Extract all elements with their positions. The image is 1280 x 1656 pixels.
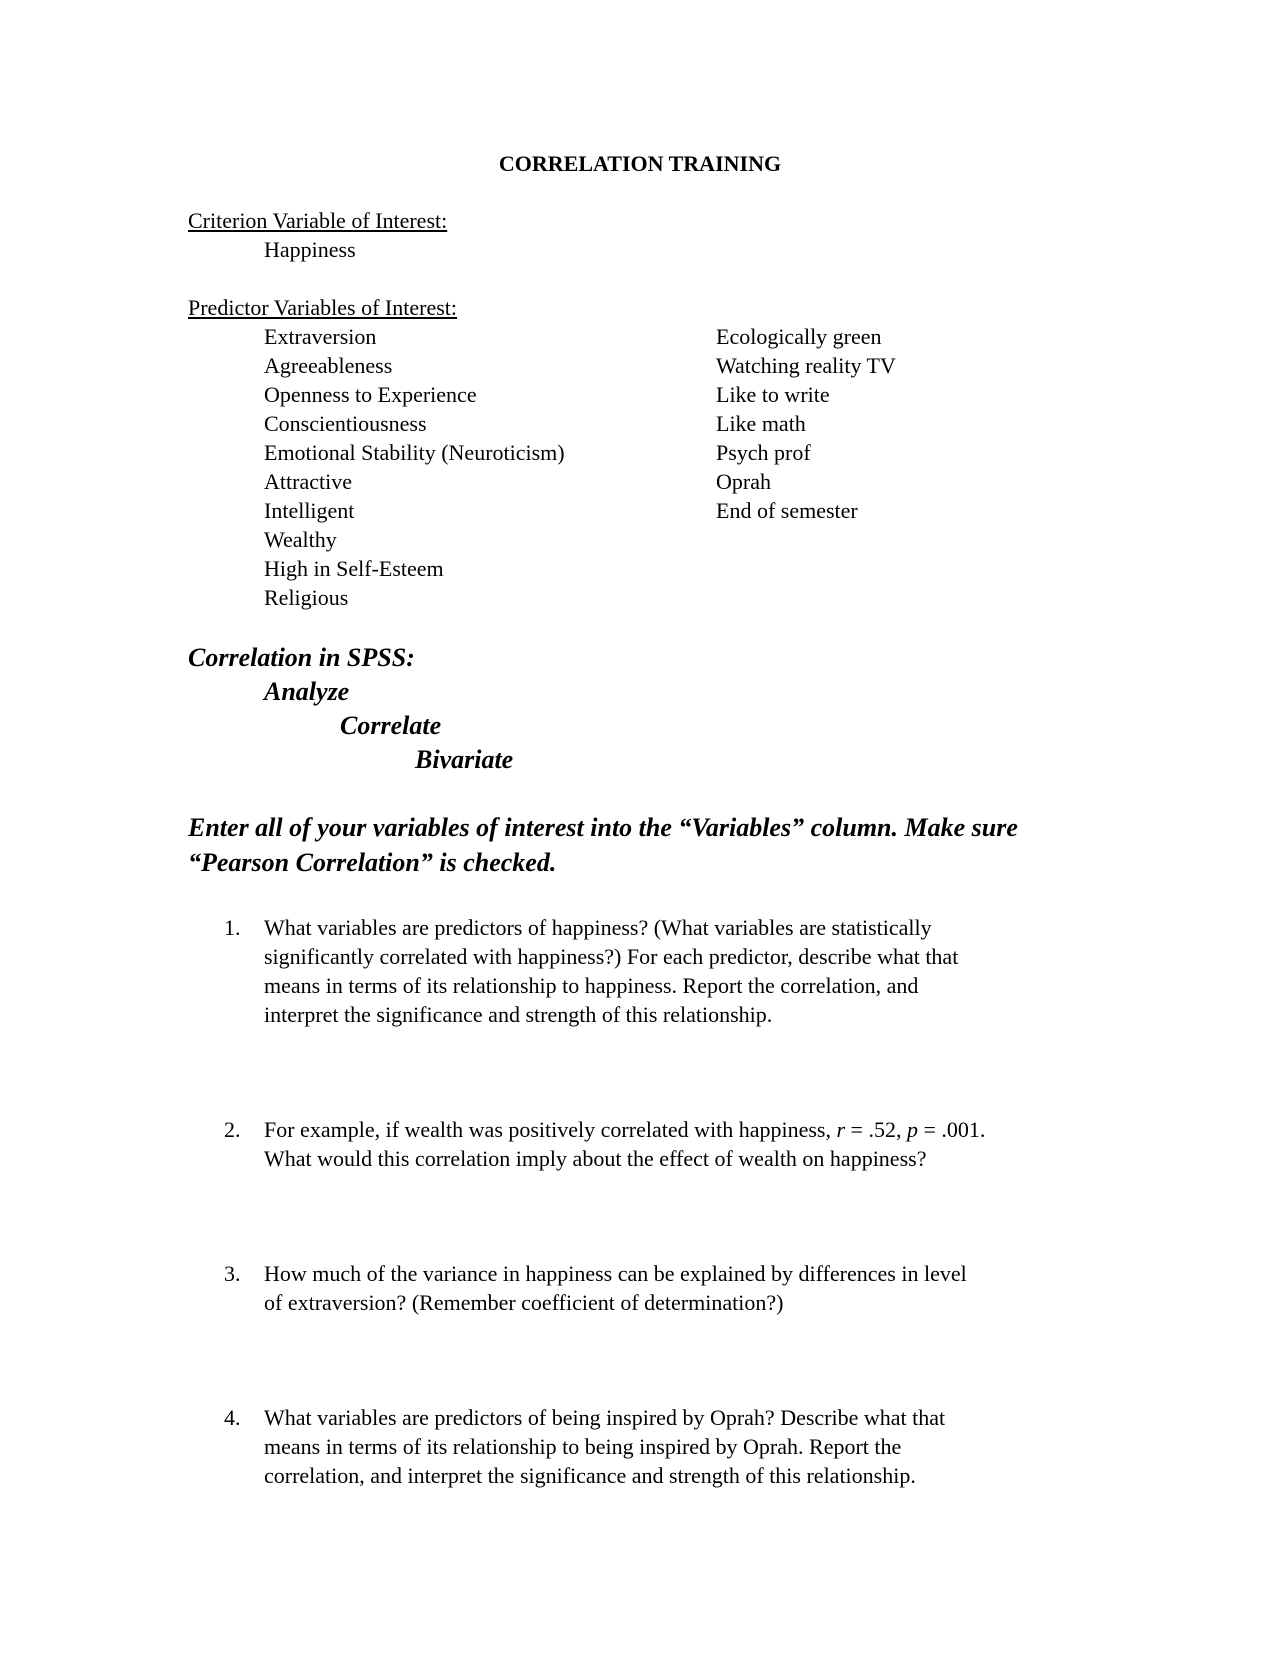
criterion-variable: Happiness [264, 237, 356, 262]
list-item: Emotional Stability (Neuroticism) [264, 440, 565, 465]
question-line: correlation, and interpret the significance and strength of this relationship. [264, 1463, 916, 1488]
question-number: 4. [224, 1405, 241, 1430]
list-item: Openness to Experience [264, 382, 477, 407]
question-3 [188, 1259, 1098, 1317]
list-item: Watching reality TV [716, 353, 896, 378]
instruction-paragraph: Enter all of your variables of interest into the “Variables” column. Make sure “Pearson Correlation” is checked. [188, 813, 1018, 877]
spss-step-correlate: Correlate [340, 711, 442, 740]
question-number: 2. [224, 1117, 241, 1142]
document-title: CORRELATION TRAINING [498, 151, 782, 176]
r-symbol: r [836, 1117, 846, 1142]
list-item: Wealthy [264, 527, 337, 552]
spss-step-bivariate: Bivariate [415, 745, 514, 774]
spss-step-analyze: Analyze [264, 677, 350, 706]
list-item: Intelligent [264, 498, 355, 523]
predictor-list-column-1 [264, 322, 565, 612]
predictors-heading: Predictor Variables of Interest: [188, 295, 458, 320]
list-item: End of semester [716, 498, 858, 523]
question-line: interpret the significance and strength of this relationship. [264, 1002, 773, 1027]
question-line: How much of the variance in happiness can be explained by differences in level [264, 1261, 967, 1286]
list-item: Psych prof [716, 440, 811, 465]
question-line: What variables are predictors of being inspired by Oprah? Describe what that [264, 1405, 946, 1430]
list-item: Like math [716, 411, 806, 436]
question-text: For example, if wealth was positively correlated with happiness, [264, 1117, 837, 1142]
question-4 [188, 1403, 1098, 1490]
spss-heading: Correlation in SPSS: [188, 643, 415, 672]
list-item: Oprah [716, 469, 771, 494]
list-item: Extraversion [264, 324, 377, 349]
list-item: High in Self-Esteem [264, 556, 444, 581]
question-number: 3. [224, 1261, 241, 1286]
list-item: Attractive [264, 469, 352, 494]
list-item: Like to write [716, 382, 830, 407]
p-symbol: p [906, 1117, 918, 1142]
question-line: What variables are predictors of happiness? (What variables are statistically [264, 915, 932, 940]
question-line [264, 1115, 1098, 1144]
question-2 [188, 1115, 1098, 1173]
list-item: Agreeableness [264, 353, 393, 378]
predictor-list-column-2 [716, 322, 896, 525]
question-line: What would this correlation imply about the effect of wealth on happiness? [264, 1146, 927, 1171]
p-value: = .001. [917, 1117, 986, 1142]
question-number: 1. [224, 915, 241, 940]
question-1 [188, 913, 1098, 1029]
question-line: significantly correlated with happiness?) For each predictor, describe what that [264, 944, 959, 969]
criterion-heading: Criterion Variable of Interest: [188, 208, 448, 233]
question-line: means in terms of its relationship to happiness. Report the correlation, and [264, 973, 919, 998]
list-item: Conscientiousness [264, 411, 427, 436]
list-item: Ecologically green [716, 324, 882, 349]
r-value: = .52, [845, 1117, 907, 1142]
list-item: Religious [264, 585, 349, 610]
question-line: of extraversion? (Remember coefficient of determination?) [264, 1290, 784, 1315]
question-line: means in terms of its relationship to being inspired by Oprah. Report the [264, 1434, 902, 1459]
